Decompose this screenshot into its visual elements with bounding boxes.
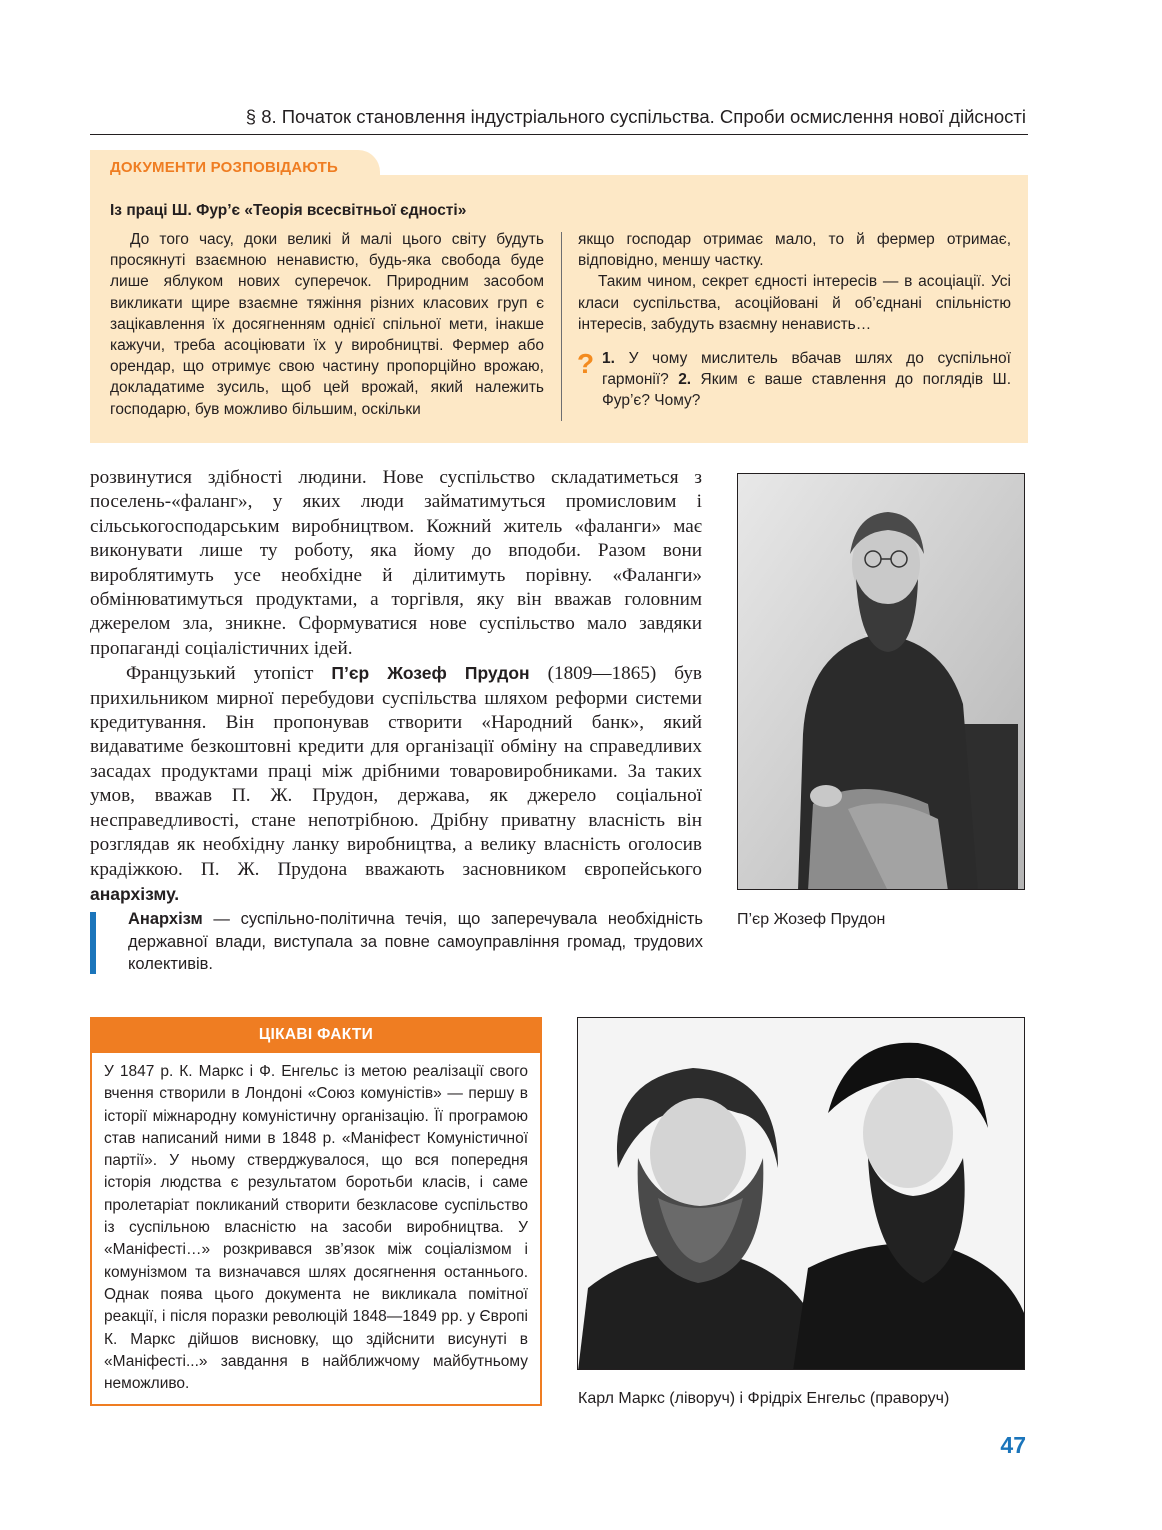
anarchism-term: анархізму. [90, 883, 180, 904]
proudhon-portrait-graphic [738, 474, 1025, 890]
documents-left-column [110, 229, 544, 420]
documents-left-text: До того часу, доки великі й малі цього світу будуть просякнуті взаємною ненавистю, будь-яка свобода буде лише яблуком нових суперечок. Природним засобом викликати щире взаємне тяжіння різних класових груп є зацікавлення їх досягненням однієї спільної мети, інакше кажучи, треба асоціювати їх у виробництві. Фермер або орендар, що отримує свою частину пропорційно врожаю, докладатиме зусиль, щоб цей врожай, який належить господарю, був можливо більшим, оскільки [110, 231, 544, 418]
documents-right-text-1: якщо господар отримає мало, то й фермер отримає, відповідно, меншу частку. [578, 231, 1011, 270]
main-text [90, 466, 702, 907]
running-header: § 8. Початок становлення індустріального суспільства. Спроби осмислення нової дійсності [245, 106, 1026, 127]
documents-right-column [578, 229, 1011, 335]
main-paragraph-2 [90, 661, 702, 907]
marx-engels-portrait [577, 1017, 1025, 1370]
proudhon-caption: П’єр Жозеф Прудон [737, 911, 886, 928]
documents-tab-label: ДОКУМЕНТИ РОЗПОВІДАЮТЬ [110, 159, 338, 176]
definition-bar [90, 912, 96, 974]
documents-heading: Із праці Ш. Фур’є «Теорія всесвітньої єдності» [110, 202, 467, 219]
marx-engels-portrait-graphic [578, 1018, 1025, 1370]
facts-title: ЦІКАВІ ФАКТИ [90, 1017, 542, 1053]
facts-text: У 1847 р. К. Маркс і Ф. Енгельс із метою реалізації свого вчення створили в Лондоні «Союз комуністів» — першу в історії міжнародну комуністичну організацію. Її програмою став написаний ними в 1848 р. «Маніфест Комуністичної партії». У ньому стверджувалося, що вся попередня історія людства є результатом боротьби класів, і саме пролетаріат покликаний створити безкласове суспільство із суспільною власністю на засоби виробництва. У «Маніфесті…» розкривався зв’язок між соціалізмом і комунізмом та визначався шлях досягнення останнього. Однак поява цього документа не викликала помітної реакції, і після поразки революцій 1848—1849 рр. у Європі К. Маркс дійшов висновку, що здійснити висунуті в «Маніфесті...» завдання в найближчому майбутньому неможливо. [104, 1063, 528, 1393]
definition-body: — суспільно-політична течія, що заперечувала необхідність державної влади, виступала за повне самоуправління громад, трудових колективів. [128, 910, 703, 973]
paragraph-2-start: Французький утопіст [126, 663, 332, 685]
proudhon-portrait [737, 473, 1025, 890]
marx-engels-caption: Карл Маркс (ліворуч) і Фрідріх Енгельс (праворуч) [578, 1390, 950, 1407]
header-rule [90, 134, 1028, 135]
page-number: 47 [1000, 1432, 1026, 1458]
question-mark-icon: ? [577, 348, 595, 379]
question-2-number: 2. [678, 371, 692, 389]
definition-term: Анархізм [128, 910, 203, 928]
documents-questions [602, 348, 1011, 412]
documents-right-text-2: Таким чином, секрет єдності інтересів — в асоціації. Усі класи суспільства, асоційовані й об’єднані спільністю інтересів, забудуть взаємну ненависть… [578, 273, 1011, 333]
question-2-text: Яким є ваше ставлення до поглядів Ш. Фур’є? Чому? [602, 371, 1011, 410]
column-divider [561, 232, 562, 421]
main-paragraph-1: розвинутися здібності людини. Нове суспільство складатиметься з поселень-«фаланг», у яких люди займатимуться промисловим і сільськогосподарським виробництвом. Кожний житель «фаланги» має виконувати лише ту роботу, яка йому до вподоби. Разом вони вироблятимуть усе необхідне й ділитимуть порівну. «Фаланги» обмінюватимуться продуктами, а торгівля, яку він вважав головним джерелом зла, зникне. Сформуватися нове суспільство мало завдяки пропаганді соціалістичних ідей. [90, 467, 702, 659]
paragraph-2-rest: (1809—1865) був прихильником мирної перебудови суспільства шляхом реформи системи кредитування. Він пропонував створити «Народний банк», який видаватиме безкоштовні кредити для організації обміну на справедливих засадах продуктами праці між дрібними товаровиробниками. За таких умов, вважав П. Ж. Прудон, держава, як джерело соціальної несправедливості, стане непотрібною. Дрібну приватну власність він розглядав як необхідну ланку виробництва, а велику власність оголосив крадіжкою. П. Ж. Прудона вважають засновником європейського [90, 663, 702, 880]
definition-text [128, 908, 703, 976]
question-1-number: 1. [602, 350, 615, 367]
question-1-text: У чому мислитель вбачав шлях до суспільної гармонії? [602, 350, 1011, 389]
proudhon-name: П’єр Жозеф Прудон [331, 663, 530, 684]
